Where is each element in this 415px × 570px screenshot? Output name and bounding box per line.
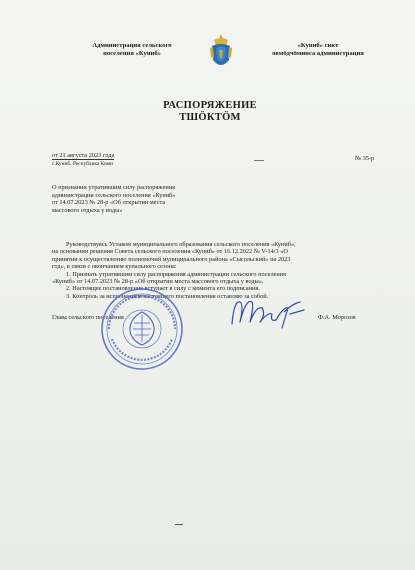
org-name-komi-line1: «Куниб» сикт [297, 42, 339, 49]
item-2: 2. Настоящее постановление вступает в силу с момента его подписания. [66, 285, 260, 293]
coat-of-arms-icon [206, 32, 236, 72]
subject-line: от 14.07.2023 № 28-р «Об открытии места [52, 199, 166, 207]
item-3: 3. Контроль за исполнением настоящего постановления оставляю за собой. [66, 292, 269, 300]
body-line: Руководствуясь Уставом муниципального образования сельского поселения «Куниб», [66, 241, 296, 248]
body-line: на основании решения Совета сельского поселения «Куниб» от 16.12.2022 № V-14/3 «О [52, 248, 288, 256]
page-mark [175, 524, 183, 525]
body-line: принятии к осуществлению полномочий муниципального района «Сысольский» на 2023 [52, 255, 291, 263]
signatory-position: Глава сельского поселения [52, 314, 124, 321]
org-name-russian-line1: Администрация сельского [92, 42, 172, 49]
subject-line: администрации сельского поселения «Куниб» [52, 191, 176, 199]
underline-mark [254, 160, 264, 161]
subject-line: массового отдыха у воды» [52, 206, 123, 214]
document-date: от 21 августа 2023 года [52, 152, 115, 159]
item-1-cont: «Куниб» от 14.07.2023 № 28-р «Об открытии места массового отдыха у воды». [52, 278, 264, 286]
org-name-russian [72, 42, 192, 58]
signatory-name: Ф.А. Морозов [318, 314, 356, 321]
document-subject [52, 184, 252, 214]
org-name-komi-line2: овмöдчöминса администрация [272, 50, 364, 57]
subject-line: О признании утратившим силу распоряжения [52, 184, 176, 191]
document-number: № 35-р [355, 155, 375, 162]
handwritten-signature-icon [226, 292, 312, 336]
document-title [140, 100, 280, 124]
org-name-komi [258, 42, 378, 58]
title-russian: РАСПОРЯЖЕНИЕ [163, 100, 257, 111]
body-line: год», в связи с окончанием купального сезона: [52, 263, 177, 271]
item-1: 1. Признать утратившим силу распоряжения администрации сельского поселения [66, 270, 287, 278]
title-komi: ТШÖКТÖМ [179, 112, 241, 123]
org-name-russian-line2: поселения «Куниб» [103, 50, 161, 57]
document-place: с.Куниб, Республика Коми [52, 161, 113, 167]
official-stamp-icon [100, 287, 184, 371]
